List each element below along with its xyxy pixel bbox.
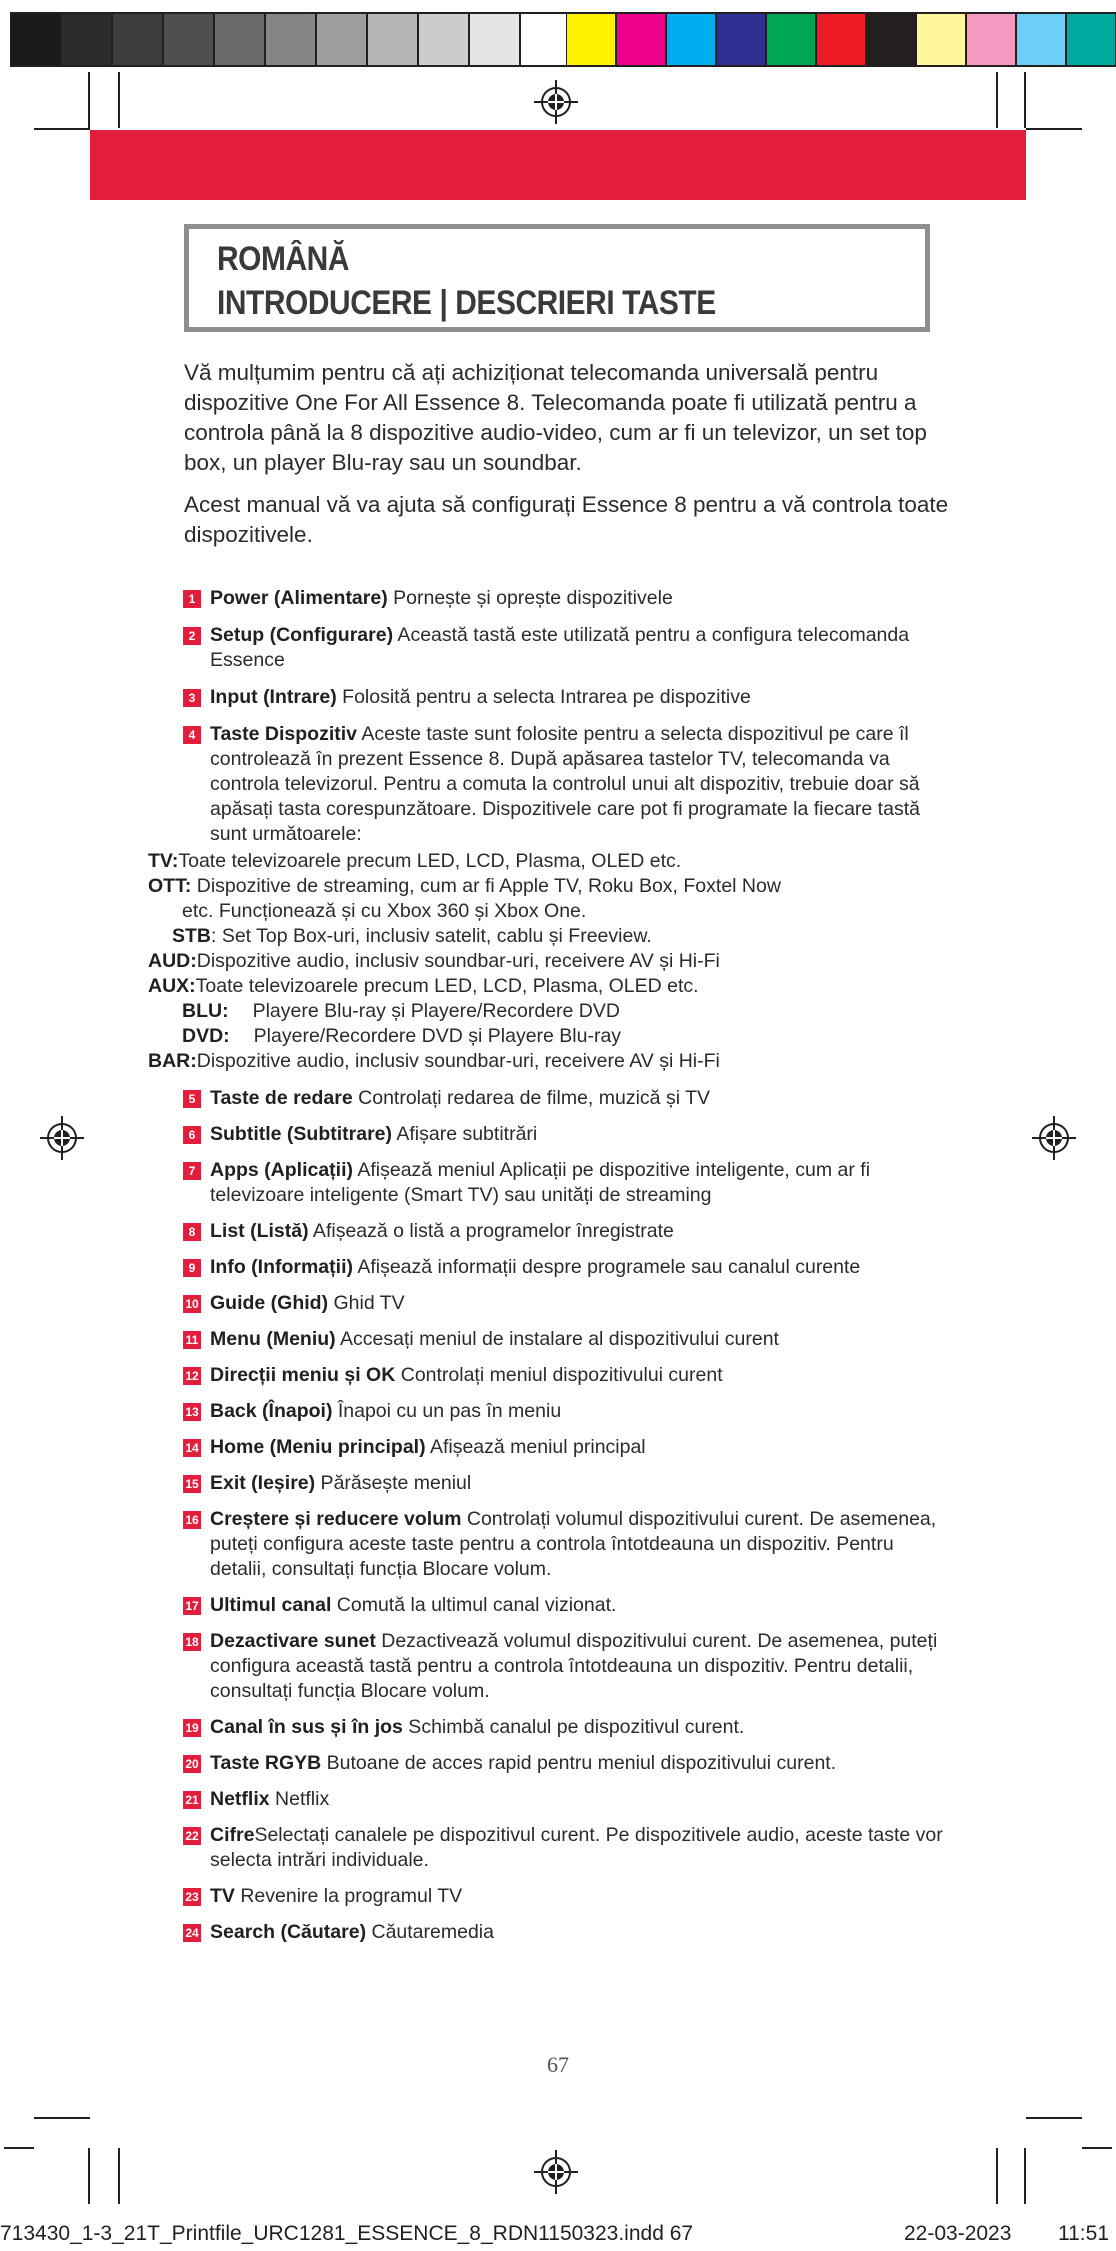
key-description: Comută la ultimul canal vizionat. xyxy=(331,1594,617,1616)
device-type-line xyxy=(0,1024,1116,1049)
crop-mark xyxy=(88,72,90,128)
key-name: TV xyxy=(210,1885,235,1907)
intro-paragraph: Vă mulțumim pentru că ați achiziționat telecomanda universală pentru dispozitive One For All Essence 8. Telecomanda poate fi utilizată pentru a controla până la 8 dispozitive audio-video, cum ar fi un televizor, un set top box, un player Blu-ray sau un soundbar. xyxy=(184,360,927,475)
key-description-item xyxy=(0,685,1116,710)
key-description-item xyxy=(0,1471,1116,1496)
item-number-badge: 1 xyxy=(183,590,201,608)
key-description-item xyxy=(0,1715,1116,1740)
item-number-badge: 16 xyxy=(183,1511,201,1529)
device-description: etc. Funcționează și cu Xbox 360 și Xbox One. xyxy=(182,900,587,922)
device-type-line xyxy=(0,849,1116,874)
crop-mark xyxy=(1082,2147,1112,2149)
device-key: TV: xyxy=(148,850,179,872)
device-description: Toate televizoarele precum LED, LCD, Plasma, OLED etc. xyxy=(178,850,682,872)
key-name: Creștere și reducere volum xyxy=(210,1508,462,1530)
crop-mark xyxy=(88,2148,90,2204)
key-name: Subtitle (Subtitrare) xyxy=(210,1123,393,1145)
item-number-badge: 6 xyxy=(183,1126,201,1144)
key-description-item xyxy=(0,1327,1116,1352)
key-description-item xyxy=(0,1158,1116,1208)
color-swatch xyxy=(666,12,716,67)
device-description: Dispozitive audio, inclusiv soundbar-uri, receivere AV și Hi-Fi xyxy=(196,1050,720,1072)
key-description-item xyxy=(0,586,1116,611)
item-number-badge: 3 xyxy=(183,689,201,707)
registration-mark-icon xyxy=(534,80,578,124)
gray-swatch xyxy=(163,12,214,67)
device-type-line xyxy=(0,924,1116,949)
device-type-line xyxy=(0,949,1116,974)
crop-mark xyxy=(34,2117,90,2119)
key-name: Menu (Meniu) xyxy=(210,1328,336,1350)
key-description-item xyxy=(0,1363,1116,1388)
item-number-badge: 8 xyxy=(183,1223,201,1241)
item-number-badge: 10 xyxy=(183,1295,201,1313)
device-description: Toate televizoarele precum LED, LCD, Plasma, OLED etc. xyxy=(195,975,699,997)
key-name: Back (Înapoi) xyxy=(210,1400,333,1422)
gray-swatch xyxy=(316,12,367,67)
key-name: Ultimul canal xyxy=(210,1594,332,1616)
key-description-item xyxy=(0,1629,1116,1704)
key-description-item xyxy=(0,1435,1116,1460)
key-description: Schimbă canalul pe dispozitivul curent. xyxy=(402,1716,745,1738)
item-number-badge: 14 xyxy=(183,1439,201,1457)
crop-mark xyxy=(996,2148,998,2204)
color-swatch xyxy=(966,12,1016,67)
crop-mark xyxy=(1026,2117,1082,2119)
gray-swatch xyxy=(112,12,163,67)
key-description: Afișează informații despre programele sau canalul curente xyxy=(352,1256,861,1278)
key-description: Butoane de acces rapid pentru meniul dispozitivului curent. xyxy=(321,1752,837,1774)
key-description-item xyxy=(0,722,1116,847)
gray-swatch xyxy=(214,12,265,67)
key-description-item xyxy=(0,1255,1116,1280)
crop-mark xyxy=(1024,72,1026,128)
key-description: Această tastă este utilizată pentru a configura telecomanda Essence xyxy=(210,624,910,671)
key-name: Cifre xyxy=(210,1824,255,1846)
device-description: Playere Blu-ray și Playere/Recordere DVD xyxy=(252,1000,620,1022)
item-number-badge: 13 xyxy=(183,1403,201,1421)
item-number-badge: 23 xyxy=(183,1888,201,1906)
key-description: Accesați meniul de instalare al dispozitivului curent xyxy=(335,1328,779,1350)
item-number-badge: 15 xyxy=(183,1475,201,1493)
key-description: Înapoi cu un pas în meniu xyxy=(332,1400,562,1422)
header-red-band xyxy=(90,130,1026,200)
item-number-badge: 4 xyxy=(183,726,201,744)
crop-mark xyxy=(1026,128,1082,130)
key-name: Taste de redare xyxy=(210,1087,353,1109)
key-name: Input (Intrare) xyxy=(210,686,337,708)
item-number-badge: 24 xyxy=(183,1924,201,1942)
section-title: INTRODUCERE | DESCRIERI TASTE xyxy=(217,284,716,322)
key-description-item xyxy=(0,1086,1116,1111)
key-description-item xyxy=(0,1593,1116,1618)
key-name: Search (Căutare) xyxy=(210,1921,367,1943)
footer-time: 11:51 xyxy=(1058,2222,1109,2245)
gray-swatch xyxy=(418,12,469,67)
key-description: Aceste taste sunt folosite pentru a selecta dispozitivul pe care îl controlează în prezent Essence 8. După apăsarea tastelor TV, telecomanda va controla televizorul. Pentru a comuta la controlul unui alt dispozitiv, trebuie doar să apăsați tasta corespunzătoare. Dispozitivele care pot fi programate la fiecare tastă sunt următoarele: xyxy=(210,723,920,845)
key-description-item xyxy=(0,1507,1116,1582)
key-description: Afișează meniul Aplicații pe dispozitive inteligente, cum ar fi televizoare inteligente (Smart TV) sau unități de streaming xyxy=(210,1159,871,1206)
key-description-item xyxy=(0,1751,1116,1776)
key-name: Guide (Ghid) xyxy=(210,1292,329,1314)
crop-mark xyxy=(34,128,90,130)
language-title: ROMÂNĂ xyxy=(217,240,349,278)
device-key: BAR: xyxy=(148,1050,197,1072)
key-description-item xyxy=(0,1920,1116,1945)
key-description: Afișare subtitrări xyxy=(392,1123,538,1145)
key-description-item xyxy=(0,1884,1116,1909)
key-name: Canal în sus și în jos xyxy=(210,1716,403,1738)
item-number-badge: 22 xyxy=(183,1827,201,1845)
device-type-line xyxy=(0,1049,1116,1074)
key-description-item xyxy=(0,1291,1116,1316)
title-box xyxy=(184,224,930,332)
key-description: Controlați volumul dispozitivului curent. De asemenea, puteți configura aceste taste pentru a controla întotdeauna un dispozitiv. Pentru detalii, consultați funcția Blocare volum. xyxy=(210,1508,937,1580)
crop-mark xyxy=(4,2147,34,2149)
device-key: BLU: xyxy=(182,1000,229,1022)
color-swatch xyxy=(566,12,616,67)
device-description: Dispozitive de streaming, cum ar fi Apple TV, Roku Box, Foxtel Now xyxy=(191,875,781,897)
key-description: Căutaremedia xyxy=(366,1921,494,1943)
item-number-badge: 11 xyxy=(183,1331,201,1349)
color-swatch xyxy=(716,12,766,67)
key-name: Apps (Aplicații) xyxy=(210,1159,354,1181)
key-description: Părăsește meniul xyxy=(315,1472,472,1494)
key-description: Afișează o listă a programelor înregistrate xyxy=(308,1220,674,1242)
key-name: Direcții meniu și OK xyxy=(210,1364,396,1386)
key-description: Revenire la programul TV xyxy=(234,1885,463,1907)
key-description-item xyxy=(0,1399,1116,1424)
key-name: Info (Informații) xyxy=(210,1256,353,1278)
registration-mark-icon xyxy=(534,2150,578,2194)
key-name: Setup (Configurare) xyxy=(210,624,394,646)
key-description-item xyxy=(0,1823,1116,1873)
key-name: Power (Alimentare) xyxy=(210,587,388,609)
item-number-badge: 5 xyxy=(183,1090,201,1108)
device-key: STB xyxy=(172,925,211,947)
color-swatch xyxy=(1066,12,1116,67)
key-name: Dezactivare sunet xyxy=(210,1630,376,1652)
item-number-badge: 18 xyxy=(183,1633,201,1651)
key-description-item xyxy=(0,1122,1116,1147)
key-description: Ghid TV xyxy=(328,1292,405,1314)
crop-mark xyxy=(118,2148,120,2204)
key-description-item xyxy=(0,623,1116,673)
key-description: Netflix xyxy=(269,1788,330,1810)
color-swatch xyxy=(1016,12,1066,67)
gray-swatch xyxy=(520,12,571,67)
device-key: OTT: xyxy=(148,875,192,897)
key-name: Taste RGYB xyxy=(210,1752,322,1774)
crop-mark xyxy=(118,72,120,128)
gray-swatch xyxy=(265,12,316,67)
color-swatch xyxy=(916,12,966,67)
device-type-line xyxy=(0,899,1116,924)
key-name: Exit (Ieșire) xyxy=(210,1472,316,1494)
item-number-badge: 20 xyxy=(183,1755,201,1773)
device-type-line xyxy=(0,999,1116,1024)
gray-swatch xyxy=(469,12,520,67)
key-description: Controlați meniul dispozitivului curent xyxy=(395,1364,723,1386)
item-number-badge: 17 xyxy=(183,1597,201,1615)
device-key: AUD: xyxy=(148,950,197,972)
key-description: Selectați canalele pe dispozitivul curent. Pe dispozitivele audio, aceste taste vor selecta intrări individuale. xyxy=(210,1824,943,1871)
footer-date: 22-03-2023 xyxy=(904,2222,1012,2245)
device-description: : Set Top Box-uri, inclusiv satelit, cablu și Freeview. xyxy=(211,925,652,947)
key-name: Home (Meniu principal) xyxy=(210,1436,426,1458)
grayscale-calibration-bar xyxy=(10,12,571,67)
device-description: Dispozitive audio, inclusiv soundbar-uri, receivere AV și Hi-Fi xyxy=(196,950,720,972)
key-name: List (Listă) xyxy=(210,1220,309,1242)
color-calibration-bar xyxy=(566,12,1116,67)
item-number-badge: 21 xyxy=(183,1791,201,1809)
intro-paragraph: Acest manual vă va ajuta să configurați Essence 8 pentru a vă controla toate dispozitivele. xyxy=(184,492,949,547)
color-swatch xyxy=(866,12,916,67)
key-description: Pornește și oprește dispozitivele xyxy=(387,587,673,609)
device-type-line xyxy=(0,874,1116,899)
key-name: Netflix xyxy=(210,1788,270,1810)
color-swatch xyxy=(816,12,866,67)
device-type-line xyxy=(0,974,1116,999)
key-description-item xyxy=(0,1787,1116,1812)
key-description: Folosită pentru a selecta Intrarea pe dispozitive xyxy=(336,686,751,708)
color-swatch xyxy=(616,12,666,67)
item-number-badge: 7 xyxy=(183,1162,201,1180)
device-type-list xyxy=(0,849,1116,1074)
gray-swatch xyxy=(61,12,112,67)
key-description: Dezactivează volumul dispozitivului curent. De asemenea, puteți configura această tastă pentru a controla întotdeauna un dispozitiv. Pentru detalii, consultați funcția Blocare volum. xyxy=(210,1630,938,1702)
key-description-list xyxy=(0,586,1116,1956)
item-number-badge: 12 xyxy=(183,1367,201,1385)
color-swatch xyxy=(766,12,816,67)
key-description: Controlați redarea de filme, muzică și TV xyxy=(352,1087,711,1109)
key-description-item xyxy=(0,1219,1116,1244)
item-number-badge: 19 xyxy=(183,1719,201,1737)
item-number-badge: 9 xyxy=(183,1259,201,1277)
page-number: 67 xyxy=(547,2052,569,2077)
device-key: DVD: xyxy=(182,1025,230,1047)
crop-mark xyxy=(996,72,998,128)
device-key: AUX: xyxy=(148,975,196,997)
footer-filename: 713430_1-3_21T_Printfile_URC1281_ESSENCE_8_RDN1150323.indd 67 xyxy=(0,2222,694,2245)
key-name: Taste Dispozitiv xyxy=(210,723,358,745)
item-number-badge: 2 xyxy=(183,627,201,645)
gray-swatch xyxy=(367,12,418,67)
device-description: Playere/Recordere DVD și Playere Blu-ray xyxy=(253,1025,622,1047)
key-description: Afișează meniul principal xyxy=(425,1436,646,1458)
gray-swatch xyxy=(10,12,61,67)
crop-mark xyxy=(1024,2148,1026,2204)
